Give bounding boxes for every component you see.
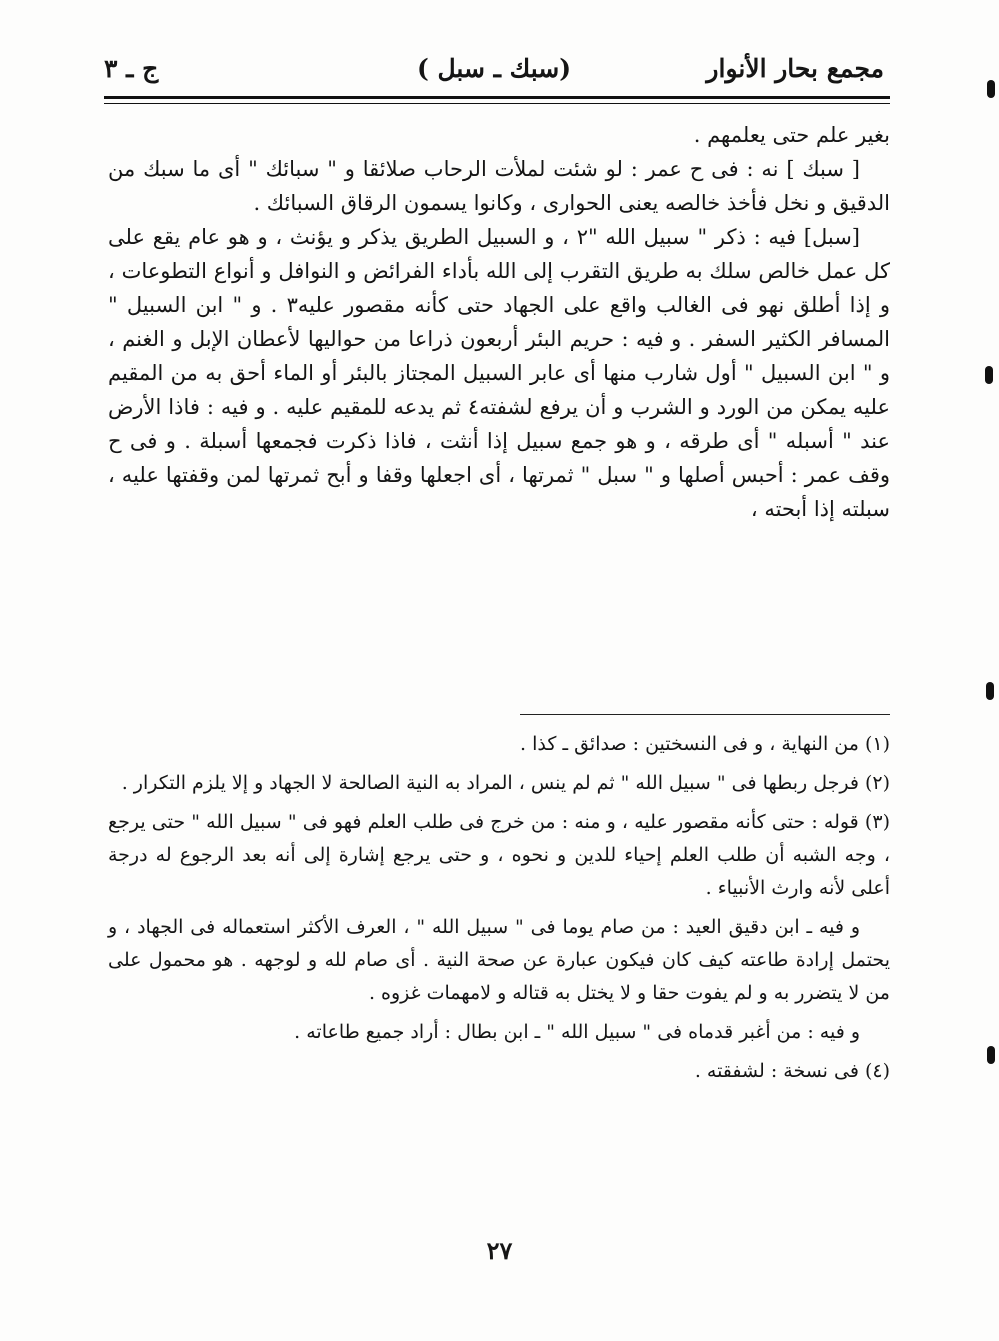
footnote-separator: [520, 714, 890, 715]
footnotes: [108, 728, 890, 1094]
section-heading: (سبك ـ سبل ): [416, 54, 572, 83]
footnote-4: (٤) فى نسخة : لشفقته .: [694, 1060, 890, 1082]
header-rule-thin: [104, 103, 890, 104]
page-number: ٢٧: [486, 1236, 513, 1265]
margin-ink-mark: [985, 366, 993, 384]
footnote-3: (٣) قوله : حتى كأنه مقصور عليه ، و منه : من خرج فى طلب العلم فهو فى " سبيل الله " حتى يرجع ، وجه الشبه أن طلب العلم إحياء للدين و نحوه ، و حتى يرجع إشارة إلى أنه بعد الرجوع له درجة أعلى لأنه وارث الأنبياء .: [108, 811, 890, 899]
footnote-3-final: و فيه : من أغبر قدماه فى " سبيل الله " ـ ابن بطال : أراد جميع طاعاته .: [294, 1021, 860, 1043]
footnote-3-continued: و فيه ـ ابن دقيق العيد : من صام يوما فى " سبيل الله " ، العرف الأكثر استعماله فى الجهاد ، و يحتمل إرادة طاعته كيف كان فيكون عبارة عن صحة النية . أى صام لله و لوجهه . هو محمول على من لا يتضرر به و لم يفوت حقا و لا يختل به قتاله و لامهمات غزوه .: [108, 916, 890, 1004]
paragraph-continuation: بغير علم حتى يعلمهم .: [693, 123, 890, 147]
footnote-1: (١) من النهاية ، و فى النسختين : صدائق ـ كذا .: [520, 733, 890, 755]
book-title: مجمع بحار الأنوار: [706, 54, 884, 83]
footnote-2: (٢) فرجل ربطها فى " سبيل الله " ثم لم ينس ، المراد به النية الصالحة لا الجهاد و إلا يلزم التكرار .: [121, 772, 890, 794]
running-header: [104, 48, 884, 92]
header-rule-thick: [104, 96, 890, 99]
paragraph-sabil: [سبل] فيه : ذكر " سبيل الله "٢ ، و السبيل الطريق يذكر و يؤنث ، و هو عام يقع على كل عمل خالص سلك به طريق التقرب إلى الله بأداء الفرائض و النوافل و أنواع التطوعات ، و إذا أطلق نهو فى الغالب واقع على الجهاد حتى كأنه مقصور عليه٣ . و " ابن السبيل " المسافر الكثير السفر . و فيه : حريم البئر أربعون ذراعا من حواليها لأعطان الإبل و الغنم ، و " ابن السبيل " أول شارب منها أى عابر السبيل المجتاز بالبئر أو الماء أحق به من المقيم عليه يمكن من الورد و الشرب و أن يرفع لشفته٤ ثم يدعه للمقيم عليه . و فيه : فاذا الأرض عند " أسبله " أى طرقه ، و هو جمع سبيل إذا أنثت ، فاذا ذكرت فجمعها أسبلة . و فى ح وقف عمر : أحبس أصلها و " سبل " ثمرتها ، أى اجعلها وقفا و أبح ثمرتها لمن وقفتها عليه ، سبلته إذا أبحته ،: [108, 225, 890, 521]
margin-ink-mark: [986, 682, 994, 700]
volume-label: ج ـ ٣: [104, 54, 159, 83]
margin-ink-mark: [987, 1046, 995, 1064]
main-text: [108, 118, 890, 526]
margin-ink-mark: [987, 80, 995, 98]
paragraph-sabk: [ سبك ] نه : فى ح عمر : لو شئت لملأت الرحاب صلائقا و " سبائك " أى ما سبك من الدقيق و نخل فأخذ خالصه يعنى الحوارى ، وكانوا يسمون الرقاق السبائك .: [108, 157, 890, 215]
